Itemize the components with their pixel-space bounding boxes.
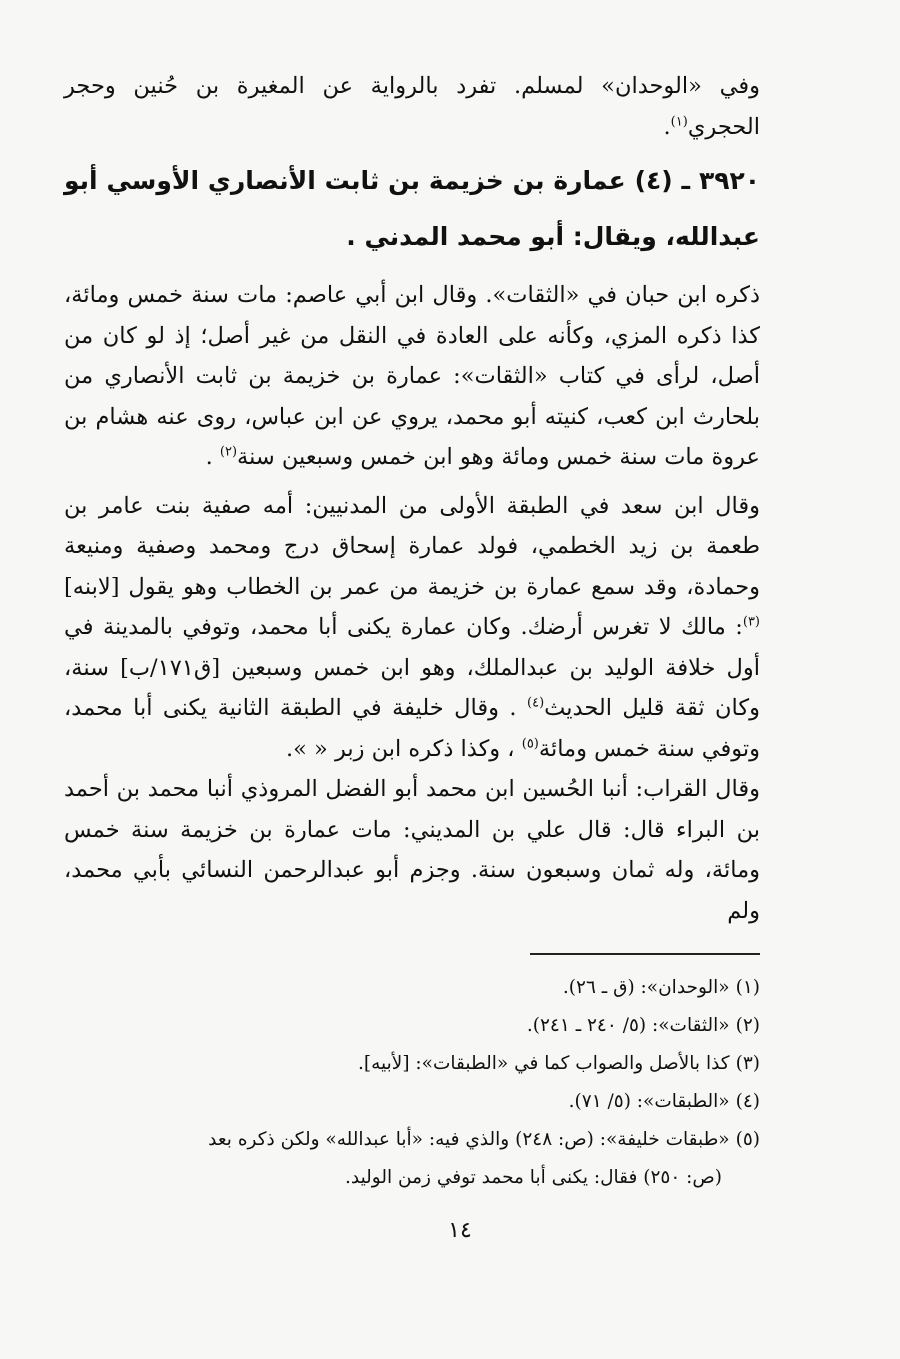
footnote-text: «الثقات»: (٥/ ٢٤٠ ـ ٢٤١).: [526, 1015, 730, 1036]
paragraph-2-part-a: وقال ابن سعد في الطبقة الأولى من المدنيين: أمه صفية بنت عامر بن طعمة بن زيد الخطمي، فولد عمارة إسحاق درج ومحمد وصفية ومنيعة وحمادة، وقد سمع عمارة بن خزيمة من عمر بن الخطاب وهو يقول [لابنه]: [64, 492, 760, 600]
footnote-text: كذا بالأصل والصواب كما في «الطبقات»: [لأبيه].: [358, 1053, 730, 1074]
paragraph-1-text: ذكره ابن حبان في «الثقات». وقال ابن أبي عاصم: مات سنة خمس ومائة، كذا ذكره المزي، وكأنه على العادة في النقل من غير أصل؛ إذ لو كان من أصل، لرأى في كتاب «الثقات»: عمارة بن خزيمة بن ثابت الأنصاري من بلحارث ابن كعب، كنيته أبو محمد، يروي عن ابن عباس، روى عنه هشام بن عروة مات سنة خمس ومائة وهو ابن خمس وسبعين سنة: [64, 282, 760, 470]
footnote-text: «الوحدان»: (ق ـ ٢٦).: [562, 977, 730, 998]
footnote-ref-5[interactable]: (٥): [521, 736, 539, 751]
footnote-ref-3[interactable]: (٣): [742, 614, 760, 630]
footnote-3: [64, 1045, 760, 1083]
paragraph-1-end: .: [205, 444, 220, 470]
footnote-number: (٣): [735, 1053, 760, 1074]
footnote-number: (١): [735, 977, 760, 998]
footnote-number: (٢): [735, 1015, 760, 1036]
footnote-4: [64, 1083, 760, 1121]
paragraph-2-part-b: : مالك لا تغرس أرضك. وكان عمارة يكنى أبا محمد، وتوفي بالمدينة في أول خلافة الوليد بن عبدالملك، وهو ابن خمس وسبعين [ق١٧١/ب] سنة، وكان ثقة قليل الحديث: [64, 614, 760, 721]
footnote-text: «طبقات خليفة»: (ص: ٢٤٨) والذي فيه: «أبا عبدالله» ولكن ذكره بعد: [208, 1129, 730, 1150]
paragraph-1: [64, 275, 760, 478]
footnote-5-continuation: (ص: ٢٥٠) فقال: يكنى أبا محمد توفي زمن الوليد.: [344, 1167, 722, 1188]
footnote-number: (٥): [735, 1129, 760, 1150]
intro-paragraph: [64, 66, 760, 147]
paragraph-2-part-d: ، وكذا ذكره ابن زبر « ».: [285, 735, 522, 762]
paragraph-3: وقال القراب: أنبا الحُسين ابن محمد أبو الفضل المروذي أنبا محمد بن أحمد بن البراء قال: قال علي بن المديني: مات عمارة بن خزيمة سنة خمس ومائة، وله ثمان وسبعون سنة. وجزم أبو عبدالرحمن النسائي بأبي محمد، ولم: [64, 776, 760, 924]
paragraph-2-part-c: . وقال خليفة في الطبقة الثانية يكنى أبا محمد، وتوفي سنة خمس ومائة: [64, 695, 760, 762]
paragraph-2: [64, 486, 760, 770]
footnote-number: (٤): [735, 1091, 760, 1112]
footnote-separator: [530, 953, 760, 955]
footnote-ref-1[interactable]: (١): [670, 114, 688, 129]
page-number: [0, 1218, 900, 1243]
footnote-1: [64, 969, 760, 1007]
footnote-ref-4[interactable]: (٤): [527, 695, 545, 711]
intro-text: وفي «الوحدان» لمسلم. تفرد بالرواية عن المغيرة بن حُنين وحجر الحجري: [64, 73, 760, 140]
intro-end: .: [663, 113, 671, 140]
footnote-text: «الطبقات»: (٥/ ٧١).: [568, 1091, 730, 1112]
footnote-ref-2[interactable]: (٢): [219, 444, 238, 460]
entry-heading: ٣٩٢٠ ـ (٤) عمارة بن خزيمة بن ثابت الأنصاري الأوسي أبو عبدالله، ويقال: أبو محمد المدني .: [64, 166, 760, 251]
footnote-2: [64, 1007, 760, 1045]
footnotes: [64, 969, 760, 1197]
page-number-text: ١٤: [448, 1218, 472, 1243]
footnote-5: [64, 1121, 760, 1159]
